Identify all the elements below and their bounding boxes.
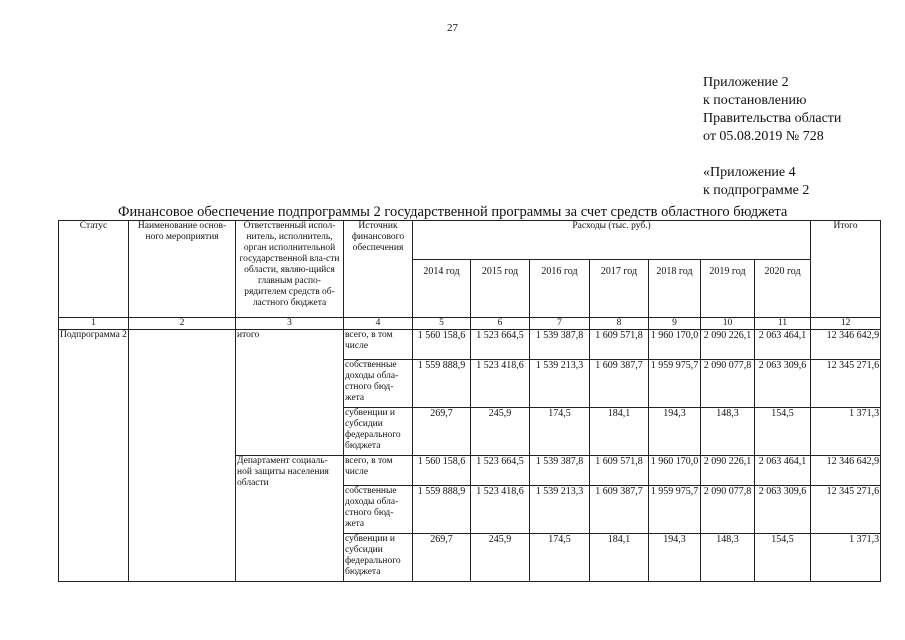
value-cell: 1 609 387,7 (590, 360, 649, 408)
column-number-row (59, 318, 881, 330)
source-cell: субвенции и субсидии федерального бюджета (344, 408, 413, 456)
value-cell: 1 609 387,7 (590, 486, 649, 534)
value-cell: 1 523 664,5 (471, 456, 530, 486)
appendix-block (703, 74, 841, 200)
year-label: 2017 год (600, 265, 638, 277)
table-row (59, 330, 881, 360)
value-cell: 174,5 (530, 534, 590, 582)
value-cell: 2 090 226,1 (701, 456, 755, 486)
value-cell: 2 063 464,1 (755, 330, 811, 360)
year-label: 2018 год (656, 265, 693, 277)
header-responsible: Ответственный испол-нитель, исполнитель, орган исполнительной государственной вла-сти области, являю-щийся главным распо-рядителем средств об-ластного бюджета (236, 221, 344, 318)
header-year (471, 259, 530, 317)
appendix-ref-line: к подпрограмме 2 (703, 183, 810, 198)
value-cell: 1 960 170,0 (649, 456, 701, 486)
value-cell: 184,1 (590, 408, 649, 456)
total-cell: 12 346 642,9 (811, 456, 881, 486)
responsible-cell: Департамент социаль-ной защиты населения области (236, 456, 344, 582)
value-cell: 1 960 170,0 (649, 330, 701, 360)
value-cell: 184,1 (590, 534, 649, 582)
appendix-ref-line: «Приложение 4 (703, 165, 796, 180)
column-number: 5 (413, 318, 471, 330)
total-cell: 12 346 642,9 (811, 330, 881, 360)
value-cell: 2 063 464,1 (755, 456, 811, 486)
value-cell: 174,5 (530, 408, 590, 456)
total-cell: 12 345 271,6 (811, 486, 881, 534)
value-cell: 245,9 (471, 408, 530, 456)
column-number: 4 (344, 318, 413, 330)
source-cell: собственные доходы обла-стного бюд-жета (344, 360, 413, 408)
document-title: Финансовое обеспечение подпрограммы 2 государственной программы за счет средств областного бюджета (118, 204, 788, 220)
value-cell: 2 063 309,6 (755, 360, 811, 408)
column-number: 2 (129, 318, 236, 330)
header-year (413, 259, 471, 317)
header-year (590, 259, 649, 317)
value-cell: 2 063 309,6 (755, 486, 811, 534)
responsible-cell: итого (236, 330, 344, 456)
value-cell: 1 559 888,9 (413, 486, 471, 534)
value-cell: 2 090 077,8 (701, 486, 755, 534)
header-year (530, 259, 590, 317)
value-cell: 1 609 571,8 (590, 456, 649, 486)
value-cell: 245,9 (471, 534, 530, 582)
year-label: 2019 год (709, 265, 746, 277)
value-cell: 1 560 158,6 (413, 456, 471, 486)
header-year (649, 259, 701, 317)
header-total: Итого (811, 221, 881, 318)
source-cell: собственные доходы обла-стного бюд-жета (344, 486, 413, 534)
appendix-line: Приложение 2 (703, 75, 789, 90)
column-number: 7 (530, 318, 590, 330)
status-cell: Подпрограмма 2 (59, 330, 129, 582)
column-number: 3 (236, 318, 344, 330)
appendix-line: к постановлению (703, 93, 807, 108)
column-number: 6 (471, 318, 530, 330)
value-cell: 1 523 418,6 (471, 360, 530, 408)
page-number: 27 (447, 22, 458, 34)
total-cell: 1 371,3 (811, 534, 881, 582)
value-cell: 1 539 387,8 (530, 330, 590, 360)
column-number: 1 (59, 318, 129, 330)
year-label: 2016 год (541, 265, 578, 277)
header-year (701, 259, 755, 317)
value-cell: 1 523 664,5 (471, 330, 530, 360)
value-cell: 1 539 387,8 (530, 456, 590, 486)
value-cell: 194,3 (649, 534, 701, 582)
total-cell: 12 345 271,6 (811, 360, 881, 408)
header-expenses: Расходы (тыс. руб.) (413, 221, 811, 260)
source-cell: всего, в том числе (344, 330, 413, 360)
value-cell: 1 523 418,6 (471, 486, 530, 534)
value-cell: 1 539 213,3 (530, 486, 590, 534)
year-label: 2014 год (423, 265, 460, 277)
value-cell: 269,7 (413, 534, 471, 582)
value-cell: 1 959 975,7 (649, 360, 701, 408)
column-number: 11 (755, 318, 811, 330)
value-cell: 1 609 571,8 (590, 330, 649, 360)
source-cell: всего, в том числе (344, 456, 413, 486)
value-cell: 148,3 (701, 408, 755, 456)
column-number: 12 (811, 318, 881, 330)
value-cell: 2 090 226,1 (701, 330, 755, 360)
value-cell: 194,3 (649, 408, 701, 456)
value-cell: 1 560 158,6 (413, 330, 471, 360)
value-cell: 154,5 (755, 408, 811, 456)
value-cell: 269,7 (413, 408, 471, 456)
year-label: 2020 год (764, 265, 801, 277)
column-number: 8 (590, 318, 649, 330)
value-cell: 1 559 888,9 (413, 360, 471, 408)
year-label: 2015 год (481, 265, 519, 277)
appendix-line: от 05.08.2019 № 728 (703, 129, 824, 144)
value-cell: 2 090 077,8 (701, 360, 755, 408)
header-source: Источник финансового обеспечения (344, 221, 413, 318)
header-name: Наименование основ-ного мероприятия (129, 221, 236, 318)
value-cell: 1 959 975,7 (649, 486, 701, 534)
header-status: Статус (59, 221, 129, 318)
column-number: 9 (649, 318, 701, 330)
value-cell: 154,5 (755, 534, 811, 582)
name-cell (129, 330, 236, 582)
appendix-line: Правительства области (703, 111, 842, 126)
header-year (755, 259, 811, 317)
value-cell: 148,3 (701, 534, 755, 582)
source-cell: субвенции и субсидии федерального бюджета (344, 534, 413, 582)
column-number: 10 (701, 318, 755, 330)
financing-table (58, 220, 881, 582)
value-cell: 1 539 213,3 (530, 360, 590, 408)
total-cell: 1 371,3 (811, 408, 881, 456)
